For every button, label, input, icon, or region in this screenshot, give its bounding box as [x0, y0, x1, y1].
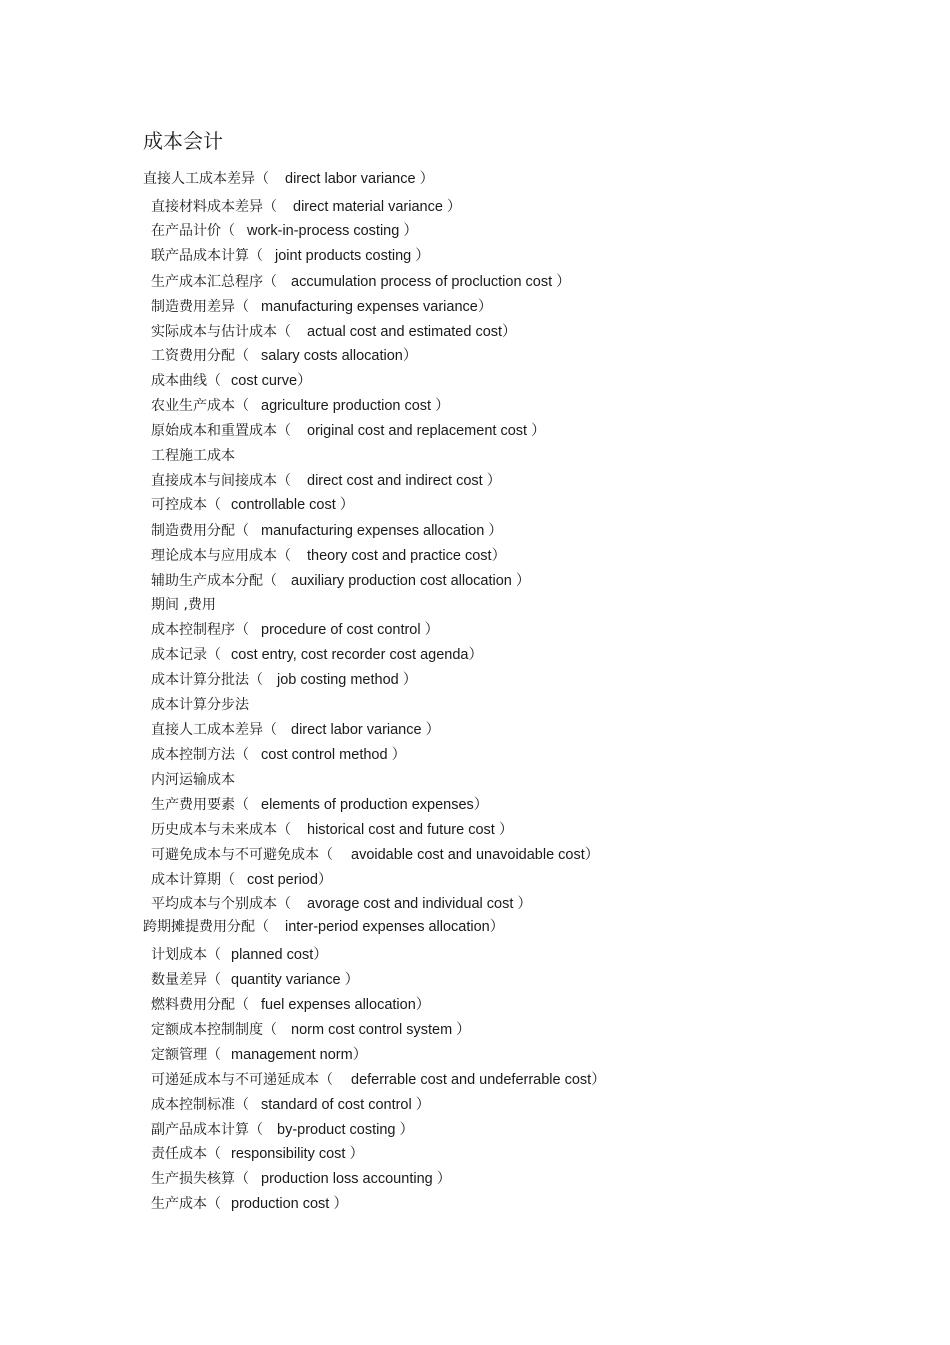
- term-chinese: 生产成本汇总程序（: [151, 274, 277, 290]
- glossary-entry: [151, 846, 599, 864]
- term-english: direct labor variance ）: [291, 722, 441, 738]
- term-english: standard of cost control ）: [261, 1097, 431, 1113]
- term-english: production loss accounting ）: [261, 1171, 452, 1187]
- glossary-entry: [151, 397, 450, 415]
- term-chinese: 内河运输成本: [151, 772, 235, 788]
- term-chinese: 可避免成本与不可避免成本（: [151, 847, 333, 863]
- glossary-entry: [151, 895, 532, 913]
- term-english: planned cost）: [231, 947, 328, 963]
- glossary-entry: [151, 547, 506, 565]
- glossary-entry: [151, 1195, 348, 1213]
- term-chinese: 成本控制标准（: [151, 1097, 249, 1113]
- term-english: quantity variance ）: [231, 972, 360, 988]
- term-chinese: 成本曲线（: [151, 373, 221, 389]
- glossary-entry: [151, 1121, 414, 1139]
- term-english: original cost and replacement cost ）: [307, 423, 546, 439]
- term-chinese: 数量差异（: [151, 972, 221, 988]
- glossary-entry: [143, 170, 434, 188]
- term-chinese: 定额管理（: [151, 1047, 221, 1063]
- term-chinese: 直接人工成本差异（: [151, 722, 277, 738]
- term-english: auxiliary production cost allocation ）: [291, 573, 531, 589]
- glossary-entry: [151, 1046, 367, 1064]
- term-english: direct material variance ）: [293, 199, 462, 215]
- glossary-entry: [151, 796, 488, 814]
- glossary-entry: [151, 1170, 451, 1188]
- glossary-entry: [151, 671, 417, 689]
- term-english: cost period）: [247, 872, 333, 888]
- term-english: agriculture production cost ）: [261, 398, 450, 414]
- glossary-entry: [151, 222, 418, 240]
- glossary-entry: [151, 323, 517, 341]
- term-english: theory cost and practice cost）: [307, 548, 507, 564]
- glossary-entry: [151, 971, 359, 989]
- term-english: management norm）: [231, 1047, 368, 1063]
- term-english: salary costs allocation）: [261, 348, 418, 364]
- term-english: manufacturing expenses allocation ）: [261, 523, 503, 539]
- glossary-entry: [151, 273, 571, 291]
- term-chinese: 成本控制程序（: [151, 622, 249, 638]
- term-chinese: 在产品计价（: [151, 223, 235, 239]
- glossary-entry: [151, 247, 430, 265]
- term-chinese: 责任成本（: [151, 1146, 221, 1162]
- term-chinese: 跨期摊提费用分配（: [143, 919, 269, 935]
- term-chinese: 工资费用分配（: [151, 348, 249, 364]
- term-chinese: 理论成本与应用成本（: [151, 548, 291, 564]
- term-english: fuel expenses allocation）: [261, 997, 431, 1013]
- term-chinese: 平均成本与个别成本（: [151, 896, 291, 912]
- term-english: cost control method ）: [261, 747, 407, 763]
- term-chinese: 制造费用分配（: [151, 523, 249, 539]
- glossary-entry: [151, 572, 530, 590]
- glossary-entry: [151, 1096, 430, 1114]
- glossary-entry: [151, 746, 406, 764]
- document-title: 成本会计: [143, 129, 223, 153]
- term-english: norm cost control system ）: [291, 1022, 471, 1038]
- term-english: work-in-process costing ）: [247, 223, 418, 239]
- term-english: avorage cost and individual cost ）: [307, 896, 532, 912]
- glossary-entry: [151, 1021, 471, 1039]
- term-english: production cost ）: [231, 1196, 348, 1212]
- term-chinese: 定额成本控制制度（: [151, 1022, 277, 1038]
- term-chinese: 生产损失核算（: [151, 1171, 249, 1187]
- term-english: job costing method ）: [277, 672, 418, 688]
- glossary-entry: [151, 871, 332, 889]
- term-chinese: 直接成本与间接成本（: [151, 473, 291, 489]
- term-english: avoidable cost and unavoidable cost）: [351, 847, 600, 863]
- term-english: cost curve）: [231, 373, 312, 389]
- term-english: procedure of cost control ）: [261, 622, 440, 638]
- term-chinese: 实际成本与估计成本（: [151, 324, 291, 340]
- term-english: joint products costing ）: [275, 248, 430, 264]
- term-chinese: 成本记录（: [151, 647, 221, 663]
- glossary-entry: [151, 198, 461, 216]
- glossary-entry: [151, 621, 439, 639]
- term-english: elements of production expenses）: [261, 797, 489, 813]
- glossary-entry: [151, 298, 492, 316]
- term-chinese: 成本计算分步法: [151, 697, 249, 713]
- term-english: accumulation process of procluction cost ）: [291, 274, 571, 290]
- term-chinese: 联产品成本计算（: [151, 248, 263, 264]
- glossary-entry: [151, 447, 235, 465]
- term-chinese: 工程施工成本: [151, 448, 235, 464]
- term-chinese: 成本计算分批法（: [151, 672, 263, 688]
- term-chinese: 成本计算期（: [151, 872, 235, 888]
- glossary-entry: [151, 821, 513, 839]
- glossary-entry: [151, 472, 501, 490]
- term-english: deferrable cost and undeferrable cost）: [351, 1072, 606, 1088]
- glossary-entry: [151, 696, 249, 714]
- term-english: inter-period expenses allocation）: [285, 919, 505, 935]
- term-english: responsibility cost ）: [231, 1146, 364, 1162]
- term-chinese: 生产费用要素（: [151, 797, 249, 813]
- glossary-entry: [151, 496, 354, 514]
- term-english: manufacturing expenses variance）: [261, 299, 493, 315]
- term-chinese: 副产品成本计算（: [151, 1122, 263, 1138]
- glossary-entry: [151, 946, 328, 964]
- glossary-entry: [151, 996, 430, 1014]
- glossary-entry: [151, 422, 546, 440]
- term-chinese: 计划成本（: [151, 947, 221, 963]
- term-english: cost entry, cost recorder cost agenda）: [231, 647, 483, 663]
- term-chinese: 原始成本和重置成本（: [151, 423, 291, 439]
- term-chinese: 直接人工成本差异（: [143, 171, 269, 187]
- term-chinese: 成本控制方法（: [151, 747, 249, 763]
- term-chinese: 期间 ,费用: [151, 597, 216, 613]
- term-english: direct cost and indirect cost ）: [307, 473, 502, 489]
- glossary-entry: [151, 771, 235, 789]
- term-english: direct labor variance ）: [285, 171, 435, 187]
- glossary-entry: [143, 918, 504, 936]
- term-chinese: 农业生产成本（: [151, 398, 249, 414]
- term-chinese: 历史成本与未来成本（: [151, 822, 291, 838]
- glossary-entry: [151, 646, 483, 664]
- glossary-entry: [151, 372, 312, 390]
- glossary-entry: [151, 347, 417, 365]
- term-chinese: 制造费用差异（: [151, 299, 249, 315]
- glossary-entry: [151, 596, 216, 614]
- term-chinese: 生产成本（: [151, 1196, 221, 1212]
- glossary-entry: [151, 522, 503, 540]
- term-chinese: 直接材料成本差异（: [151, 199, 277, 215]
- term-english: historical cost and future cost ）: [307, 822, 514, 838]
- term-chinese: 燃料费用分配（: [151, 997, 249, 1013]
- term-english: by-product costing ）: [277, 1122, 415, 1138]
- glossary-entry: [151, 1145, 364, 1163]
- term-english: controllable cost ）: [231, 497, 355, 513]
- term-chinese: 辅助生产成本分配（: [151, 573, 277, 589]
- term-chinese: 可控成本（: [151, 497, 221, 513]
- term-english: actual cost and estimated cost）: [307, 324, 517, 340]
- term-chinese: 可递延成本与不可递延成本（: [151, 1072, 333, 1088]
- glossary-entry: [151, 1071, 606, 1089]
- glossary-entry: [151, 721, 440, 739]
